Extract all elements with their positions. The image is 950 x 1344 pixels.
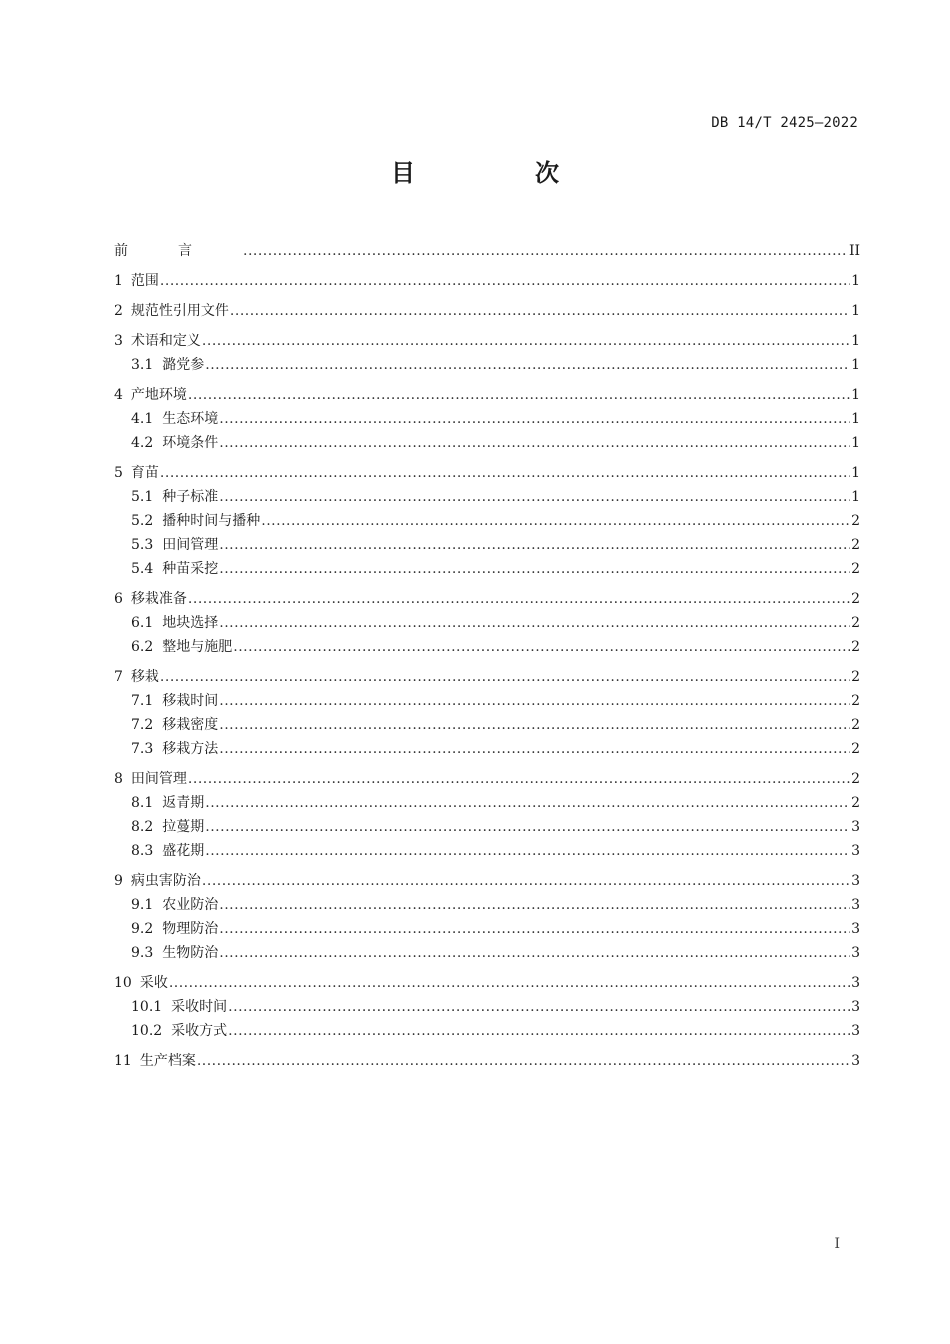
- toc-entry[interactable]: [114, 666, 860, 690]
- dot-leader: [160, 465, 850, 481]
- toc-entry-number: 6.2: [131, 639, 154, 655]
- toc-entry-number: 10.1: [131, 999, 163, 1015]
- toc-entry-number: 3.1: [131, 357, 154, 373]
- toc-entry-page: 1: [851, 489, 860, 505]
- toc-entry-page: 3: [851, 1053, 860, 1069]
- toc-entry-title: 生态环境: [162, 411, 219, 427]
- toc-entry-title: 移栽: [130, 669, 159, 685]
- dot-leader: [219, 693, 850, 709]
- toc-entry-page: 1: [851, 273, 860, 289]
- toc-entry[interactable]: [114, 894, 860, 918]
- toc-entry[interactable]: [114, 840, 860, 864]
- toc-entry-title: 采收: [139, 975, 168, 991]
- toc-entry-number: 5.3: [131, 537, 154, 553]
- toc-entry-title: 采收方式: [171, 1023, 228, 1039]
- toc-entry-title: 环境条件: [162, 435, 219, 451]
- toc-entry[interactable]: [114, 534, 860, 558]
- toc-entry[interactable]: [114, 300, 860, 324]
- toc-entry-number: 8.1: [131, 795, 154, 811]
- toc-entry-number: 8.3: [131, 843, 154, 859]
- toc-entry[interactable]: [114, 714, 860, 738]
- dot-leader: [205, 795, 850, 811]
- toc-entry-page: 2: [851, 537, 860, 553]
- toc-entry[interactable]: [114, 792, 860, 816]
- toc-entry-number: 2: [114, 303, 123, 319]
- toc-entry-number: 8: [114, 771, 123, 787]
- toc-entry[interactable]: [114, 870, 860, 894]
- toc-entry[interactable]: [114, 636, 860, 660]
- dot-leader: [219, 489, 850, 505]
- toc-entry-number: 3: [114, 333, 123, 349]
- toc-entry-number: 9.3: [131, 945, 154, 961]
- toc-entry-title: 物理防治: [162, 921, 219, 937]
- toc-entry-page: 1: [851, 387, 860, 403]
- toc-entry-page: 2: [851, 693, 860, 709]
- toc-entry[interactable]: [114, 270, 860, 294]
- toc-entry-number: 6.1: [131, 615, 154, 631]
- toc-entry-page: 2: [851, 771, 860, 787]
- toc-entry[interactable]: [114, 330, 860, 354]
- toc-entry-title: 产地环境: [130, 387, 187, 403]
- toc-entry-title: 育苗: [130, 465, 159, 481]
- dot-leader: [228, 999, 850, 1015]
- toc-entry-title: 拉蔓期: [162, 819, 205, 835]
- dot-leader: [219, 537, 850, 553]
- toc-entry-page: 2: [851, 717, 860, 733]
- dot-leader: [219, 411, 850, 427]
- dot-leader: [219, 945, 850, 961]
- toc-entry[interactable]: [114, 432, 860, 456]
- toc-entry-title: 种子标准: [162, 489, 219, 505]
- toc-entry[interactable]: [114, 1020, 860, 1044]
- toc-entry[interactable]: [114, 354, 860, 378]
- toc-entry-title: 移栽准备: [130, 591, 187, 607]
- toc-entry-title: 术语和定义: [130, 333, 201, 349]
- toc-entry-title: 田间管理: [162, 537, 219, 553]
- toc-entry[interactable]: [114, 816, 860, 840]
- toc-entry[interactable]: [114, 942, 860, 966]
- toc-entry-title: 种苗采挖: [162, 561, 219, 577]
- dot-leader: [202, 333, 850, 349]
- toc-entry-title: 潞党参: [162, 357, 205, 373]
- dot-leader: [205, 843, 850, 859]
- toc-entry-title: 采收时间: [171, 999, 228, 1015]
- toc-entry-number: 11: [114, 1053, 132, 1069]
- toc-entry[interactable]: [114, 972, 860, 996]
- toc-entry-page: 3: [851, 1023, 860, 1039]
- dot-leader: [188, 387, 850, 403]
- dot-leader: [188, 771, 850, 787]
- toc-entry-page: 2: [851, 513, 860, 529]
- toc-entry-page: II: [848, 243, 860, 259]
- toc-entry-number: 6: [114, 591, 123, 607]
- toc-entry-title: 移栽时间: [162, 693, 219, 709]
- toc-entry-number: 5.4: [131, 561, 154, 577]
- toc-entry-number: 10.2: [131, 1023, 163, 1039]
- toc-entry[interactable]: [114, 510, 860, 534]
- toc-entry-page: 2: [851, 591, 860, 607]
- toc-entry-title: 病虫害防治: [130, 873, 201, 889]
- dot-leader: [169, 975, 850, 991]
- toc-entry-title: 田间管理: [130, 771, 187, 787]
- dot-leader: [261, 513, 850, 529]
- toc-entry-page: 3: [851, 819, 860, 835]
- toc-entry-title: 整地与施肥: [162, 639, 233, 655]
- toc-entry[interactable]: [114, 486, 860, 510]
- dot-leader: [160, 669, 850, 685]
- toc-entry[interactable]: [114, 612, 860, 636]
- toc-entry-title: 生物防治: [162, 945, 219, 961]
- toc-entry-number: 5.1: [131, 489, 154, 505]
- toc-entry-page: 1: [851, 333, 860, 349]
- toc-entry-number: 4.2: [131, 435, 154, 451]
- dot-leader: [219, 717, 850, 733]
- toc-entry-page: 3: [851, 843, 860, 859]
- toc-entry-number: 7.1: [131, 693, 154, 709]
- toc-entry-number: 1: [114, 273, 123, 289]
- dot-leader: [243, 243, 848, 259]
- toc-entry[interactable]: [114, 1050, 860, 1074]
- toc-entry[interactable]: [114, 384, 860, 408]
- toc-entry-page: 2: [851, 795, 860, 811]
- table-of-contents: [114, 240, 860, 1074]
- toc-entry-title: 前言: [114, 243, 242, 259]
- toc-entry-page: 1: [851, 303, 860, 319]
- toc-entry-page: 1: [851, 357, 860, 373]
- toc-entry-page: 3: [851, 897, 860, 913]
- toc-entry-number: 7.2: [131, 717, 154, 733]
- toc-entry[interactable]: [114, 462, 860, 486]
- dot-leader: [188, 591, 850, 607]
- dot-leader: [160, 273, 850, 289]
- toc-entry-page: 2: [851, 615, 860, 631]
- dot-leader: [230, 303, 850, 319]
- toc-entry-title: 返青期: [162, 795, 205, 811]
- dot-leader: [205, 357, 850, 373]
- toc-entry-number: 8.2: [131, 819, 154, 835]
- toc-entry-page: 3: [851, 873, 860, 889]
- toc-entry[interactable]: [114, 738, 860, 762]
- dot-leader: [219, 615, 850, 631]
- toc-entry[interactable]: [114, 408, 860, 432]
- toc-entry-title: 盛花期: [162, 843, 205, 859]
- toc-entry[interactable]: [114, 690, 860, 714]
- toc-entry[interactable]: [114, 768, 860, 792]
- toc-entry-title: 移栽密度: [162, 717, 219, 733]
- toc-entry[interactable]: [114, 918, 860, 942]
- toc-entry-page: 2: [851, 639, 860, 655]
- toc-entry-number: 4.1: [131, 411, 154, 427]
- toc-entry[interactable]: [114, 240, 860, 264]
- toc-entry-title: 地块选择: [162, 615, 219, 631]
- dot-leader: [219, 561, 850, 577]
- toc-entry-page: 2: [851, 669, 860, 685]
- toc-entry-page: 2: [851, 561, 860, 577]
- toc-entry-number: 7: [114, 669, 123, 685]
- toc-entry-page: 3: [851, 975, 860, 991]
- toc-entry[interactable]: [114, 588, 860, 612]
- toc-entry-number: 5.2: [131, 513, 154, 529]
- toc-entry-title: 播种时间与播种: [162, 513, 261, 529]
- toc-entry-page: 1: [851, 435, 860, 451]
- toc-entry-number: 9.2: [131, 921, 154, 937]
- dot-leader: [197, 1053, 850, 1069]
- dot-leader: [233, 639, 850, 655]
- toc-entry-number: 9.1: [131, 897, 154, 913]
- toc-entry-title: 农业防治: [162, 897, 219, 913]
- document-code: DB 14/T 2425—2022: [711, 115, 858, 131]
- toc-entry-page: 1: [851, 465, 860, 481]
- toc-entry-page: 3: [851, 945, 860, 961]
- dot-leader: [219, 897, 850, 913]
- page-title: 目 次: [391, 159, 607, 187]
- toc-entry-number: 10: [114, 975, 132, 991]
- toc-entry[interactable]: [114, 996, 860, 1020]
- toc-entry-title: 规范性引用文件: [130, 303, 229, 319]
- dot-leader: [219, 921, 850, 937]
- toc-entry-number: 9: [114, 873, 123, 889]
- toc-entry-number: 5: [114, 465, 123, 481]
- dot-leader: [205, 819, 850, 835]
- dot-leader: [228, 1023, 850, 1039]
- toc-entry-title: 移栽方法: [162, 741, 219, 757]
- dot-leader: [219, 741, 850, 757]
- toc-entry-page: 3: [851, 999, 860, 1015]
- toc-entry-page: 2: [851, 741, 860, 757]
- toc-entry-title: 范围: [130, 273, 159, 289]
- toc-entry[interactable]: [114, 558, 860, 582]
- toc-entry-number: 7.3: [131, 741, 154, 757]
- footer-page-number: I: [834, 1236, 840, 1252]
- dot-leader: [202, 873, 850, 889]
- toc-entry-number: 4: [114, 387, 123, 403]
- dot-leader: [219, 435, 850, 451]
- toc-entry-page: 3: [851, 921, 860, 937]
- toc-entry-page: 1: [851, 411, 860, 427]
- toc-entry-title: 生产档案: [139, 1053, 196, 1069]
